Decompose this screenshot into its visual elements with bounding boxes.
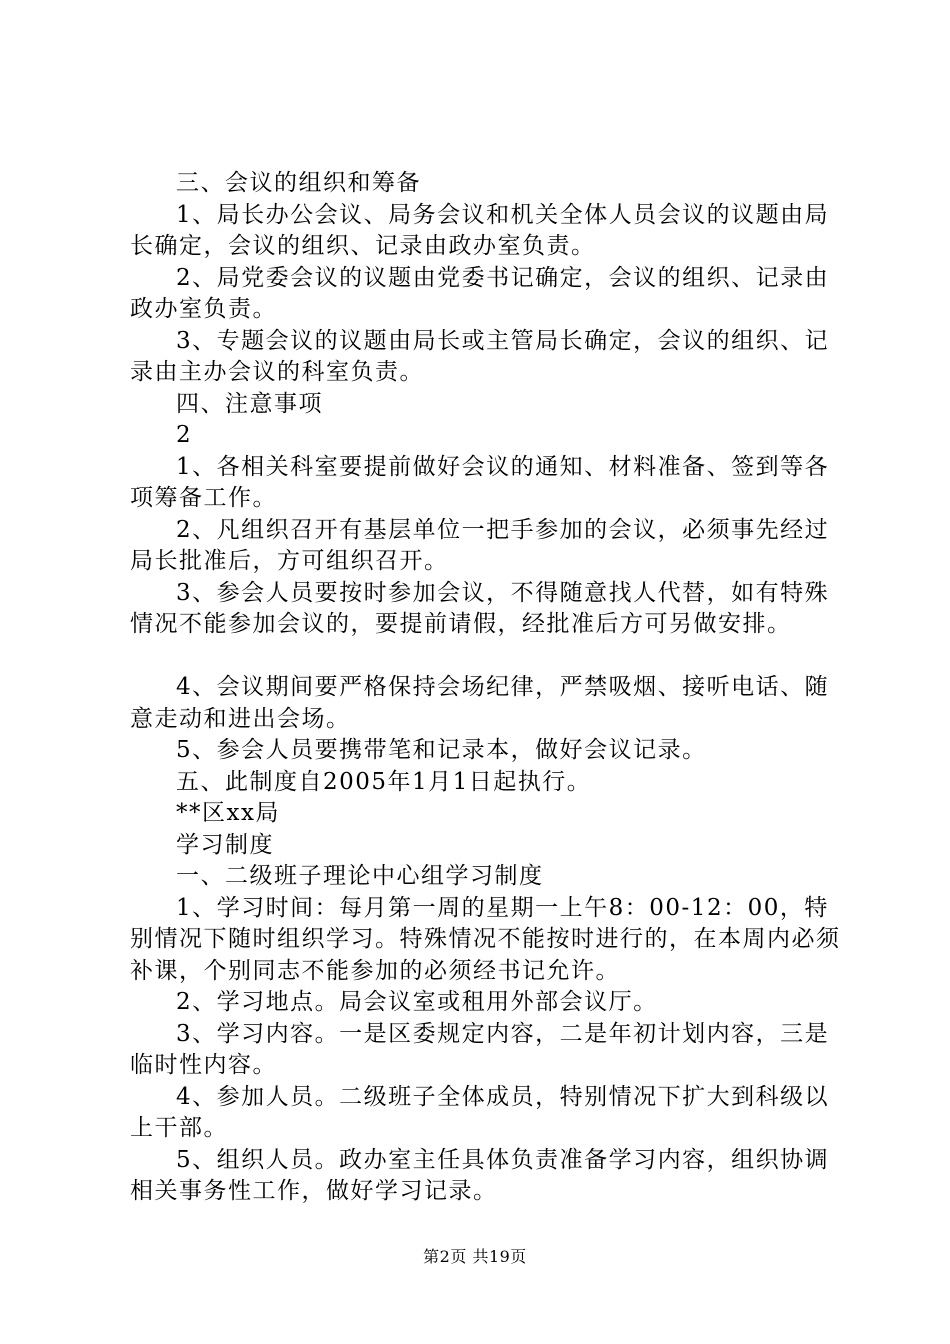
paragraph: 4、会议期间要严格保持会场纪律，严禁吸烟、接听电话、随意走动和进出会场。 <box>130 674 830 732</box>
paragraph: 1、局长办公会议、局务会议和机关全体人员会议的议题由局长确定，会议的组织、记录由政办室负责。 <box>130 201 830 259</box>
paragraph: 2、凡组织召开有基层单位一把手参加的会议，必须事先经过局长批准后，方可组织召开。 <box>130 516 830 574</box>
paragraph: 5、参会人员要携带笔和记录本，做好会议记录。 <box>176 737 707 763</box>
organization-name: **区xx局 <box>176 800 280 826</box>
paragraph: 1、学习时间：每月第一周的星期一上午8：00-12：00，特别情况下随时组织学习。特殊情况不能按时进行的，在本周内必须补课，个别同志不能参加的必须经书记允许。 <box>130 894 841 984</box>
paragraph: 1、各相关科室要提前做好会议的通知、材料准备、签到等各项筹备工作。 <box>130 453 830 511</box>
section-heading: 五、此制度自2005年1月1日起执行。 <box>176 768 592 795</box>
paragraph: 4、参加人员。二级班子全体成员，特别情况下扩大到科级以上干部。 <box>130 1083 830 1141</box>
paragraph: 3、参会人员要按时参加会议，不得随意找人代替，如有特殊情况不能参加会议的，要提前请假，经批准后方可另做安排。 <box>130 579 830 637</box>
section-heading: 三、会议的组织和筹备 <box>176 170 421 196</box>
paragraph: 2、局党委会议的议题由党委书记确定，会议的组织、记录由政办室负责。 <box>130 264 830 322</box>
section-heading: 四、注意事项 <box>176 390 323 417</box>
paragraph: 2、学习地点。局会议室或租用外部会议厅。 <box>176 989 658 1015</box>
paragraph: 3、学习内容。一是区委规定内容，二是年初计划内容，三是临时性内容。 <box>130 1020 830 1078</box>
paragraph: 2 <box>176 422 193 448</box>
section-heading: 一、二级班子理论中心组学习制度 <box>176 863 544 889</box>
document-title: 学习制度 <box>176 831 274 858</box>
page-footer: 第2页 共19页 <box>423 1247 527 1266</box>
paragraph: 5、组织人员。政办室主任具体负责准备学习内容，组织协调相关事务性工作，做好学习记录。 <box>130 1146 830 1204</box>
document-body <box>130 168 850 1208</box>
paragraph: 3、专题会议的议题由局长或主管局长确定，会议的组织、记录由主办会议的科室负责。 <box>130 327 830 385</box>
